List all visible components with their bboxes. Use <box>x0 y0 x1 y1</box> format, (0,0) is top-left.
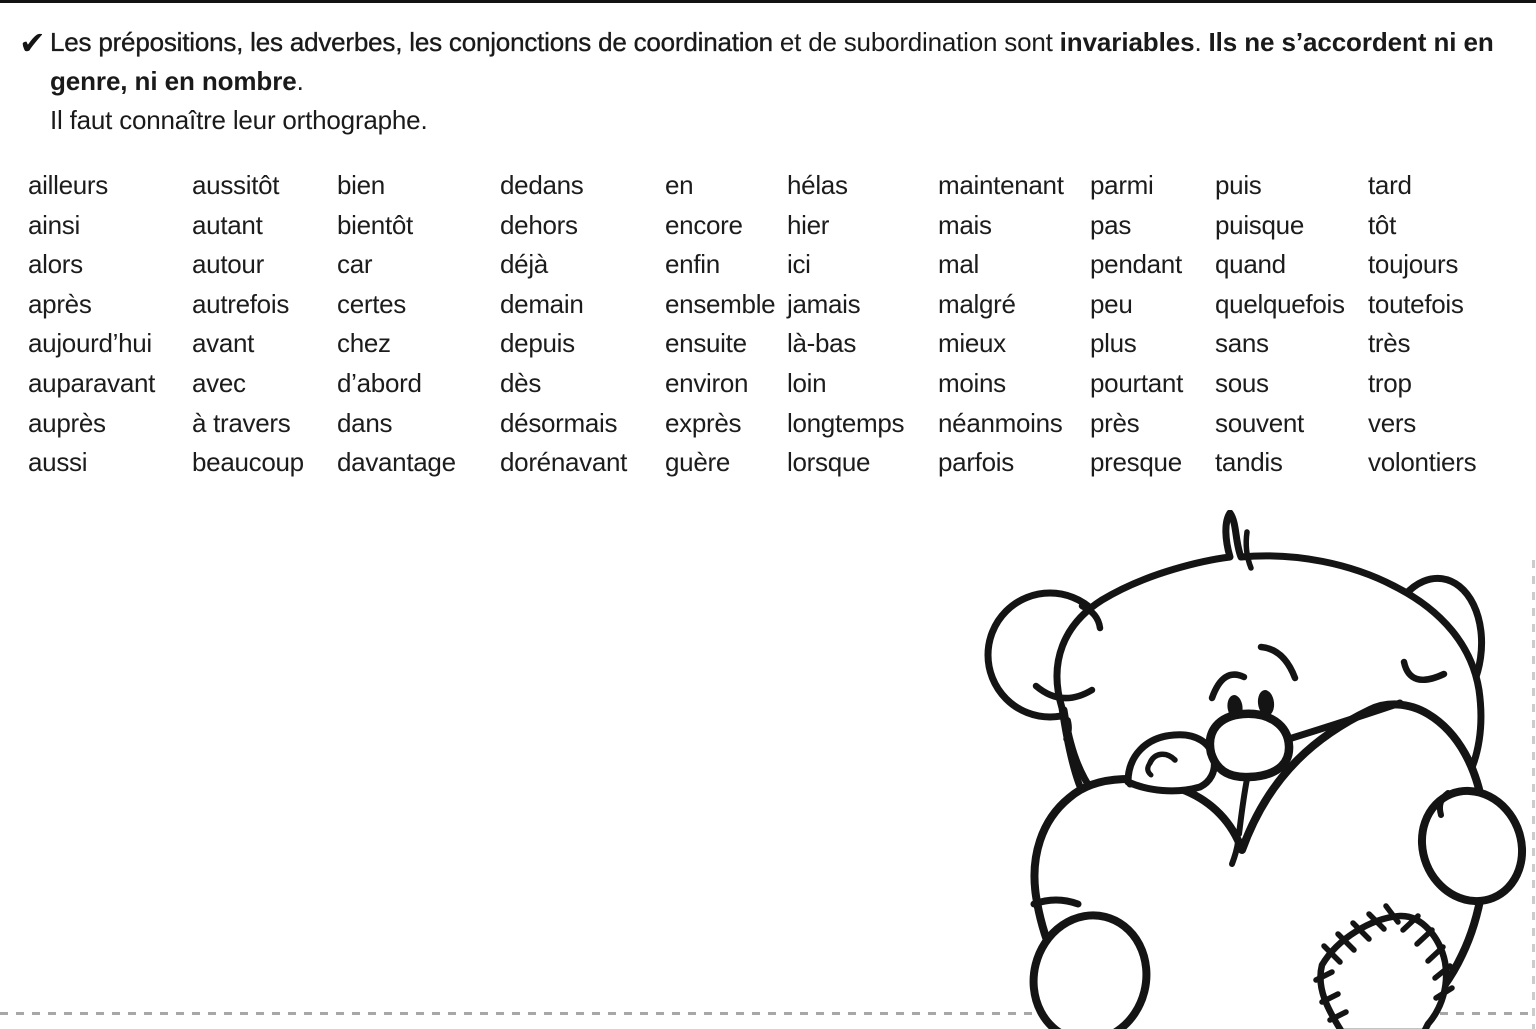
top-rule <box>0 0 1536 3</box>
note-text <box>50 23 1528 140</box>
word-item: là-bas <box>787 328 857 359</box>
word-item: guère <box>665 447 730 478</box>
word-item: mieux <box>938 328 1006 359</box>
word-grid <box>28 166 1528 483</box>
word-item: quelquefois <box>1215 288 1345 319</box>
word-item: à travers <box>192 407 291 438</box>
word-item: dès <box>500 367 542 398</box>
note-segment: genre, ni en nombre <box>50 66 297 96</box>
note-line <box>50 23 1528 62</box>
word-item: sous <box>1215 367 1269 398</box>
word-item: presque <box>1090 447 1182 478</box>
word-item: ailleurs <box>28 170 108 200</box>
note-segment: . <box>1194 27 1209 57</box>
word-item: car <box>337 249 373 280</box>
word-item: pendant <box>1090 249 1182 280</box>
word-item: hier <box>787 209 830 240</box>
word-item: davantage <box>337 447 456 478</box>
word-item: avec <box>192 367 246 398</box>
word-item: mal <box>938 249 979 280</box>
word-item: parmi <box>1090 170 1154 200</box>
word-item: après <box>28 288 92 319</box>
note-segment: Il faut connaître leur orthographe. <box>50 105 428 135</box>
word-item: beaucoup <box>192 447 304 478</box>
note-line <box>50 62 1528 101</box>
word-item: autrefois <box>192 288 290 319</box>
word-item: maintenant <box>938 170 1064 200</box>
word-item: trop <box>1368 367 1412 398</box>
word-item: plus <box>1090 328 1137 359</box>
word-item: hélas <box>787 170 848 200</box>
word-item: puis <box>1215 170 1262 200</box>
word-item: longtemps <box>787 407 905 438</box>
word-item: vers <box>1368 407 1416 438</box>
word-item: souvent <box>1215 407 1304 438</box>
word-item: en <box>665 170 694 200</box>
word-item: près <box>1090 407 1140 438</box>
word-item: auprès <box>28 407 106 438</box>
word-item: dorénavant <box>500 447 628 478</box>
word-item: enfin <box>665 249 720 280</box>
word-item: toutefois <box>1368 288 1464 319</box>
word-item: moins <box>938 367 1006 398</box>
word-item: peu <box>1090 288 1133 319</box>
word-item: bientôt <box>337 209 413 240</box>
word-item: parfois <box>938 447 1014 478</box>
word-item: autant <box>192 209 263 240</box>
word-item: bien <box>337 170 385 200</box>
word-item: dehors <box>500 209 578 240</box>
word-item: quand <box>1215 249 1286 280</box>
word-item: environ <box>665 367 749 398</box>
word-item: auparavant <box>28 367 156 398</box>
note-line <box>50 101 1528 140</box>
word-item: ensuite <box>665 328 747 359</box>
word-item: toujours <box>1368 249 1459 280</box>
word-item: exprès <box>665 407 742 438</box>
word-item: très <box>1368 328 1411 359</box>
word-item: demain <box>500 288 584 319</box>
word-item: sans <box>1215 328 1269 359</box>
word-item: pas <box>1090 209 1132 240</box>
word-item: désormais <box>500 407 618 438</box>
bear-nose <box>1210 714 1289 777</box>
left-arm-cuff-line <box>1034 900 1078 904</box>
word-item: volontiers <box>1368 447 1477 478</box>
note-segment: Les prépositions, les adverbes, les conjonctions de coordination <box>50 27 780 57</box>
word-item: lorsque <box>787 447 871 478</box>
word-item: loin <box>787 367 827 398</box>
word-item: aujourd’hui <box>28 328 152 359</box>
note-segment: et de subordination sont <box>779 27 1060 57</box>
word-item: aussi <box>28 447 88 478</box>
word-item: avant <box>192 328 255 359</box>
word-item: tôt <box>1368 209 1397 240</box>
word-item: tandis <box>1215 447 1283 478</box>
word-item: ensemble <box>665 288 776 319</box>
word-item: mais <box>938 209 992 240</box>
word-item: depuis <box>500 328 575 359</box>
bear-hair-tuft <box>1246 532 1251 568</box>
note-segment: . <box>296 66 304 96</box>
word-item: alors <box>28 249 83 280</box>
word-item: certes <box>337 288 407 319</box>
word-item: ici <box>787 249 811 280</box>
word-item: néanmoins <box>938 407 1063 438</box>
word-item: jamais <box>787 288 861 319</box>
word-item: aussitôt <box>192 170 280 200</box>
word-item: d’abord <box>337 367 422 398</box>
word-item: puisque <box>1215 209 1304 240</box>
word-item: tard <box>1368 170 1412 200</box>
word-item: ainsi <box>28 209 80 240</box>
note-segment: invariables <box>1059 27 1195 57</box>
word-item: chez <box>337 328 391 359</box>
teddy-bear-illustration <box>980 510 1536 1029</box>
word-item: dans <box>337 407 393 438</box>
checkmark-icon: ✔ <box>19 25 46 61</box>
word-item: malgré <box>938 288 1016 319</box>
note-segment: Ils ne s’accordent ni en <box>1208 27 1494 57</box>
word-item: déjà <box>500 249 548 280</box>
word-item: pourtant <box>1090 367 1184 398</box>
word-item: dedans <box>500 170 584 200</box>
word-item: autour <box>192 249 264 280</box>
word-item: encore <box>665 209 743 240</box>
